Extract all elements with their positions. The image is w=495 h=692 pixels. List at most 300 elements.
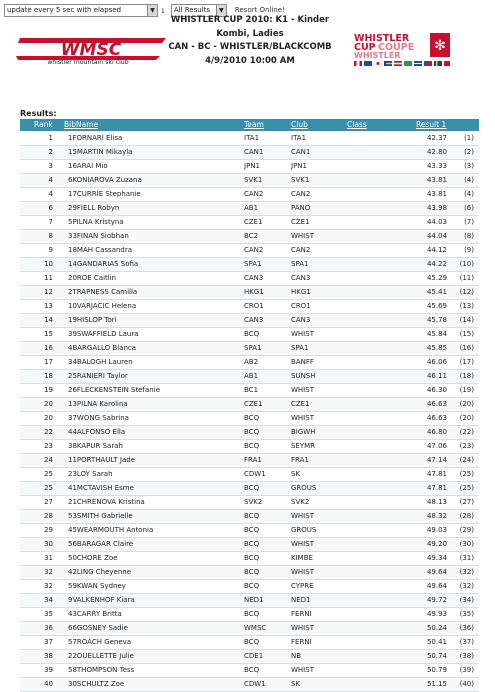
- results-label: Results:: [20, 109, 57, 118]
- result-time-cell: 43.98: [426, 204, 447, 212]
- result-time-cell: 44.04: [426, 232, 447, 240]
- team-cell: BCQ: [244, 568, 260, 576]
- club-cell: SK: [291, 680, 301, 688]
- result-time-cell: 43.81: [426, 176, 447, 184]
- team-cell: CAN2: [244, 190, 264, 198]
- rank-cell: 14: [44, 316, 53, 324]
- bibname-cell: 1FORNARI Elisa: [68, 134, 123, 142]
- rank-cell: 37: [44, 638, 53, 646]
- team-cell: BC1: [244, 386, 259, 394]
- result-position-cell: (25): [459, 484, 474, 492]
- rank-cell: 34: [44, 596, 53, 604]
- result-position-cell: (32): [459, 568, 474, 576]
- team-cell: NED1: [244, 596, 264, 604]
- bibname-cell: 19HISLOP Tori: [68, 316, 117, 324]
- rank-cell: 2: [48, 148, 53, 156]
- bibname-cell: 11PORTHAULT Jade: [68, 456, 135, 464]
- result-time-cell: 49.34: [426, 554, 447, 562]
- whistler-cup-logo: [352, 31, 452, 67]
- rank-cell: 15: [44, 330, 53, 338]
- table-row: [20, 300, 479, 314]
- bibname-cell: 9VALKENHOF Kiara: [68, 596, 135, 604]
- result-time-cell: 49.72: [426, 596, 447, 604]
- bibname-cell: 66GOSNEY Sadie: [68, 624, 128, 632]
- table-row: [20, 398, 479, 412]
- club-cell: BIGWH: [291, 428, 316, 436]
- club-cell: SVK2: [291, 498, 310, 506]
- club-cell: KIMBE: [291, 554, 313, 562]
- event-location: CAN - BC - WHISTLER/BLACKCOMB: [168, 42, 332, 52]
- result-position-cell: (34): [459, 596, 474, 604]
- rank-cell: 24: [44, 456, 53, 464]
- svg-text:✻: ✻: [434, 38, 446, 54]
- table-row: [20, 664, 479, 678]
- rank-cell: 18: [44, 372, 53, 380]
- result-position-cell: (35): [459, 610, 474, 618]
- result-position-cell: (10): [459, 260, 474, 268]
- result-position-cell: (17): [459, 358, 474, 366]
- team-cell: SPA1: [244, 344, 262, 352]
- bibname-cell: 50CHORE Zoe: [68, 554, 118, 562]
- bibname-cell: 2TRAPNESS Camilla: [68, 288, 138, 296]
- club-cell: SK: [291, 470, 301, 478]
- team-cell: BCQ: [244, 442, 260, 450]
- team-cell: CAN1: [244, 148, 264, 156]
- result-position-cell: (24): [459, 456, 474, 464]
- rank-cell: 39: [44, 666, 53, 674]
- table-row: [20, 314, 479, 328]
- result-position-cell: (31): [459, 554, 474, 562]
- team-cell: BCQ: [244, 428, 260, 436]
- table-row: [20, 258, 479, 272]
- whistler-cup-top: WHISTLER: [354, 33, 410, 44]
- result-position-cell: (14): [459, 316, 474, 324]
- result-time-cell: 51.15: [426, 680, 447, 688]
- result-position-cell: (19): [459, 386, 474, 394]
- table-row: [20, 468, 479, 482]
- event-datetime: 4/9/2010 10:00 AM: [205, 55, 295, 66]
- bibname-cell: 20ROE Caitlin: [68, 274, 117, 282]
- club-cell: WHIST: [291, 540, 314, 548]
- result-time-cell: 47.81: [426, 470, 447, 478]
- table-row: [20, 356, 479, 370]
- bibname-cell: 56BARAGAR Claire: [68, 540, 134, 548]
- result-time-cell: 45.29: [426, 274, 447, 282]
- result-time-cell: 42.37: [426, 134, 447, 142]
- result-position-cell: (1): [464, 134, 474, 142]
- team-cell: HKG1: [244, 288, 264, 296]
- table-row: [20, 566, 479, 580]
- rank-cell: 6: [48, 204, 53, 212]
- rank-cell: 11: [44, 274, 53, 282]
- bibname-cell: 43CARRY Britta: [68, 610, 122, 618]
- rank-cell: 20: [44, 400, 53, 408]
- club-cell: SVK1: [291, 176, 310, 184]
- dropdown-arrow-icon[interactable]: ▼: [216, 5, 226, 16]
- rank-cell: 1: [48, 134, 53, 142]
- table-row: [20, 608, 479, 622]
- rank-cell: 4: [48, 190, 53, 198]
- bibname-cell: 22OUELLETTE Julie: [68, 652, 134, 660]
- bibname-cell: 42LING Cheyenne: [68, 568, 132, 576]
- table-row: [20, 384, 479, 398]
- rank-cell: 7: [48, 218, 53, 226]
- result-position-cell: (32): [459, 582, 474, 590]
- table-row: [20, 216, 479, 230]
- bibname-cell: 57ROACH Geneva: [68, 638, 132, 646]
- header-result[interactable]: Result 1: [416, 120, 447, 129]
- result-time-cell: 48.32: [426, 512, 447, 520]
- bibname-cell: 30SCHULTZ Zoe: [68, 680, 125, 688]
- bibname-cell: 44ALFONSO Ella: [68, 428, 126, 436]
- rank-cell: 10: [44, 260, 53, 268]
- result-position-cell: (20): [459, 414, 474, 422]
- table-row: [20, 328, 479, 342]
- bibname-cell: 33FINAN Siobhan: [68, 232, 129, 240]
- rank-cell: 12: [44, 288, 53, 296]
- result-position-cell: (28): [459, 512, 474, 520]
- result-position-cell: (4): [464, 176, 474, 184]
- bibname-cell: 37WONG Sabrina: [68, 414, 129, 422]
- club-cell: JPN1: [291, 162, 307, 170]
- table-row: [20, 174, 479, 188]
- result-position-cell: (9): [464, 246, 474, 254]
- result-position-cell: (22): [459, 428, 474, 436]
- rank-cell: 8: [48, 232, 53, 240]
- result-position-cell: (23): [459, 442, 474, 450]
- result-time-cell: 46.06: [426, 358, 447, 366]
- result-time-cell: 49.93: [426, 610, 447, 618]
- table-row: [20, 202, 479, 216]
- event-title-line: WHISTLER CUP 2010: K1 - Kinder: [170, 15, 330, 25]
- result-time-cell: 43.33: [426, 162, 447, 170]
- bibname-cell: 53SMITH Gabrielle: [68, 512, 133, 520]
- result-position-cell: (29): [459, 526, 474, 534]
- table-row: [20, 426, 479, 440]
- table-row: [20, 678, 479, 692]
- result-position-cell: (25): [459, 470, 474, 478]
- rank-cell: 29: [44, 526, 53, 534]
- table-row: [20, 342, 479, 356]
- rank-cell: 38: [44, 652, 53, 660]
- team-cell: SVK1: [244, 176, 263, 184]
- team-cell: BCQ: [244, 512, 260, 520]
- results-filter-value: All Results: [173, 6, 211, 14]
- rank-cell: 4: [48, 176, 53, 184]
- table-row: [20, 510, 479, 524]
- rank-cell: 19: [44, 386, 53, 394]
- team-cell: AB2: [244, 358, 259, 366]
- table-row: [20, 580, 479, 594]
- team-cell: CRO1: [244, 302, 264, 310]
- table-row: [20, 160, 479, 174]
- result-position-cell: (2): [464, 148, 474, 156]
- result-position-cell: (13): [459, 302, 474, 310]
- club-cell: SPA1: [291, 344, 309, 352]
- rank-cell: 30: [44, 540, 53, 548]
- header-team[interactable]: Team: [244, 120, 264, 129]
- team-cell: AB1: [244, 372, 259, 380]
- club-cell: SEYMR: [291, 442, 316, 450]
- rank-cell: 25: [44, 484, 53, 492]
- team-cell: WMSC: [244, 624, 267, 632]
- table-row: [20, 440, 479, 454]
- club-cell: CYPRE: [291, 582, 314, 590]
- club-cell: CAN3: [291, 274, 311, 282]
- club-cell: GROUS: [291, 526, 317, 534]
- team-cell: BC2: [244, 232, 259, 240]
- result-position-cell: (36): [459, 624, 474, 632]
- rank-cell: 27: [44, 498, 53, 506]
- rank-cell: 40: [44, 680, 53, 688]
- club-cell: WHIST: [291, 330, 314, 338]
- rank-cell: 25: [44, 470, 53, 478]
- result-time-cell: 44.12: [426, 246, 447, 254]
- table-row: [20, 230, 479, 244]
- result-time-cell: 45.41: [426, 288, 447, 296]
- bibname-cell: 17CURRIE Stephanie: [68, 190, 141, 198]
- table-row: [20, 622, 479, 636]
- flags-icon: [354, 61, 450, 66]
- rank-cell: 31: [44, 554, 53, 562]
- bibname-cell: 5PILNA Kristyna: [68, 218, 124, 226]
- results-table-body: [20, 132, 479, 692]
- club-cell: FERNI: [291, 638, 312, 646]
- table-row: [20, 538, 479, 552]
- bibname-cell: 14GANDARIAS Sofia: [68, 260, 139, 268]
- results-table-header: [20, 119, 479, 131]
- club-cell: WHIST: [291, 512, 314, 520]
- result-time-cell: 47.14: [426, 456, 447, 464]
- page-number: 1: [161, 8, 165, 15]
- table-row: [20, 636, 479, 650]
- result-time-cell: 44.03: [426, 218, 447, 226]
- team-cell: SPA1: [244, 260, 262, 268]
- rank-cell: 32: [44, 568, 53, 576]
- club-cell: NED1: [291, 596, 311, 604]
- result-position-cell: (27): [459, 498, 474, 506]
- club-cell: WHIST: [291, 568, 314, 576]
- team-cell: BCQ: [244, 638, 260, 646]
- bibname-cell: 58THOMPSON Tess: [68, 666, 135, 674]
- club-cell: FRA1: [291, 456, 309, 464]
- result-position-cell: (8): [464, 232, 474, 240]
- result-position-cell: (12): [459, 288, 474, 296]
- bibname-cell: 23LOY Sarah: [68, 470, 113, 478]
- result-time-cell: 45.78: [426, 316, 447, 324]
- club-cell: NB: [291, 652, 302, 660]
- bibname-cell: 13PILNA Karolina: [68, 400, 128, 408]
- result-position-cell: (16): [459, 344, 474, 352]
- result-time-cell: 45.84: [426, 330, 447, 338]
- team-cell: SVK2: [244, 498, 263, 506]
- refresh-interval-select[interactable]: [4, 4, 158, 17]
- event-title: [150, 14, 350, 68]
- whistler-cup-bottom: WHISTLER: [354, 51, 401, 60]
- team-cell: BCQ: [244, 582, 260, 590]
- club-cell: CZE1: [291, 400, 310, 408]
- table-row: [20, 594, 479, 608]
- table-row: [20, 496, 479, 510]
- dropdown-arrow-icon[interactable]: ▼: [147, 5, 157, 16]
- bibname-cell: 16ARAI Mio: [68, 162, 108, 170]
- result-position-cell: (3): [464, 162, 474, 170]
- rank-cell: 17: [44, 358, 53, 366]
- result-position-cell: (7): [464, 218, 474, 226]
- team-cell: CAN2: [244, 246, 264, 254]
- bibname-cell: 10VARJACIC Helena: [68, 302, 137, 310]
- rank-cell: 16: [44, 344, 53, 352]
- result-time-cell: 47.06: [426, 442, 447, 450]
- rank-cell: 3: [48, 162, 53, 170]
- rank-cell: 32: [44, 582, 53, 590]
- result-position-cell: (15): [459, 330, 474, 338]
- team-cell: AB1: [244, 204, 259, 212]
- result-time-cell: 44.22: [426, 260, 447, 268]
- club-cell: WHIST: [291, 386, 314, 394]
- team-cell: CAN3: [244, 274, 264, 282]
- table-row: [20, 272, 479, 286]
- result-time-cell: 50.74: [426, 652, 447, 660]
- result-time-cell: 49.03: [426, 526, 447, 534]
- club-cell: HKG1: [291, 288, 311, 296]
- table-row: [20, 132, 479, 146]
- refresh-interval-value: update every 5 sec with elapsed: [7, 6, 122, 14]
- result-position-cell: (39): [459, 666, 474, 674]
- result-time-cell: 49.64: [426, 568, 447, 576]
- result-time-cell: 50.41: [426, 638, 447, 646]
- team-cell: BCQ: [244, 414, 260, 422]
- club-cell: WHIST: [291, 666, 314, 674]
- team-cell: CAN3: [244, 316, 264, 324]
- team-cell: CDW1: [244, 680, 266, 688]
- team-cell: CDE1: [244, 652, 264, 660]
- team-cell: CZE1: [244, 218, 263, 226]
- bibname-cell: 45WEARMOUTH Antonia: [68, 526, 154, 534]
- bibname-cell: 34BALOGH Lauren: [68, 358, 133, 366]
- table-row: [20, 412, 479, 426]
- result-position-cell: (20): [459, 400, 474, 408]
- team-cell: ITA1: [244, 134, 260, 142]
- bibname-cell: 15MARTIN Mikayla: [68, 148, 133, 156]
- resort-online-link[interactable]: Resort Online!: [234, 6, 285, 14]
- event-title-line: Kombi, Ladies: [216, 28, 284, 39]
- table-row: [20, 650, 479, 664]
- team-cell: BCQ: [244, 610, 260, 618]
- rank-cell: 23: [44, 442, 53, 450]
- team-cell: CDW1: [244, 470, 266, 478]
- result-position-cell: (30): [459, 540, 474, 548]
- header-bibname[interactable]: BibName: [64, 120, 99, 129]
- team-cell: BCQ: [244, 554, 260, 562]
- wmsc-logo-text: WMSC: [60, 40, 122, 60]
- rank-cell: 20: [44, 414, 53, 422]
- result-time-cell: 50.79: [426, 666, 447, 674]
- bibname-cell: 41MCTAVISH Esme: [68, 484, 134, 492]
- wmsc-logo: [16, 34, 166, 64]
- result-time-cell: 43.81: [426, 190, 447, 198]
- result-time-cell: 48.13: [426, 498, 447, 506]
- rank-cell: 22: [44, 428, 53, 436]
- club-cell: WHIST: [291, 232, 314, 240]
- result-position-cell: (6): [464, 204, 474, 212]
- club-cell: BANFF: [291, 358, 314, 366]
- result-time-cell: 45.85: [426, 344, 447, 352]
- result-time-cell: 49.20: [426, 540, 447, 548]
- table-row: [20, 482, 479, 496]
- bibname-cell: 18MAH Cassandra: [68, 246, 133, 254]
- club-cell: WHIST: [291, 624, 314, 632]
- result-time-cell: 46.63: [426, 414, 447, 422]
- result-time-cell: 46.80: [426, 428, 447, 436]
- team-cell: BCQ: [244, 540, 260, 548]
- team-cell: BCQ: [244, 666, 260, 674]
- result-position-cell: (11): [459, 274, 474, 282]
- table-row: [20, 370, 479, 384]
- club-cell: GROUS: [291, 484, 317, 492]
- bibname-cell: 38KAPUR Sarah: [68, 442, 123, 450]
- result-position-cell: (4): [464, 190, 474, 198]
- team-cell: FRA1: [244, 456, 262, 464]
- bibname-cell: 39SWAFFIELD Laura: [68, 330, 139, 338]
- table-row: [20, 552, 479, 566]
- team-cell: BCQ: [244, 526, 260, 534]
- table-row: [20, 146, 479, 160]
- club-cell: WHIST: [291, 414, 314, 422]
- table-row: [20, 286, 479, 300]
- result-time-cell: 50.24: [426, 624, 447, 632]
- table-row: [20, 524, 479, 538]
- whistler-cup-cup: CUP: [354, 42, 376, 53]
- club-cell: ITA1: [291, 134, 307, 142]
- bibname-cell: 6KONIAROVA Zuzana: [68, 176, 142, 184]
- result-time-cell: 46.11: [426, 372, 447, 380]
- club-cell: CRO1: [291, 302, 311, 310]
- club-cell: CAN2: [291, 246, 311, 254]
- table-row: [20, 188, 479, 202]
- header-class[interactable]: Class: [347, 120, 367, 129]
- result-position-cell: (40): [459, 680, 474, 688]
- header-rank: Rank: [34, 120, 53, 129]
- club-cell: SUNSH: [291, 372, 316, 380]
- team-cell: BCQ: [244, 484, 260, 492]
- result-time-cell: 46.63: [426, 400, 447, 408]
- result-position-cell: (37): [459, 638, 474, 646]
- team-cell: JPN1: [244, 162, 260, 170]
- result-time-cell: 49.64: [426, 582, 447, 590]
- table-row: [20, 454, 479, 468]
- team-cell: BCQ: [244, 330, 260, 338]
- rank-cell: 36: [44, 624, 53, 632]
- rank-cell: 13: [44, 302, 53, 310]
- header-club[interactable]: Club: [291, 120, 308, 129]
- bibname-cell: 4BARGALLO Blanca: [68, 344, 137, 352]
- rank-cell: 9: [48, 246, 53, 254]
- club-cell: SPA1: [291, 260, 309, 268]
- bibname-cell: 25RANIERI Taylor: [68, 372, 128, 380]
- team-cell: CZE1: [244, 400, 263, 408]
- whistler-cup-coupe: COUPE: [378, 42, 415, 53]
- table-row: [20, 244, 479, 258]
- result-time-cell: 42.80: [426, 148, 447, 156]
- result-position-cell: (18): [459, 372, 474, 380]
- club-cell: FERNI: [291, 610, 312, 618]
- rank-cell: 28: [44, 512, 53, 520]
- club-cell: CAN1: [291, 148, 311, 156]
- bibname-cell: 21CHRENOVA Kristina: [68, 498, 145, 506]
- club-cell: CZE1: [291, 218, 310, 226]
- bibname-cell: 59KWAN Sydney: [68, 582, 126, 590]
